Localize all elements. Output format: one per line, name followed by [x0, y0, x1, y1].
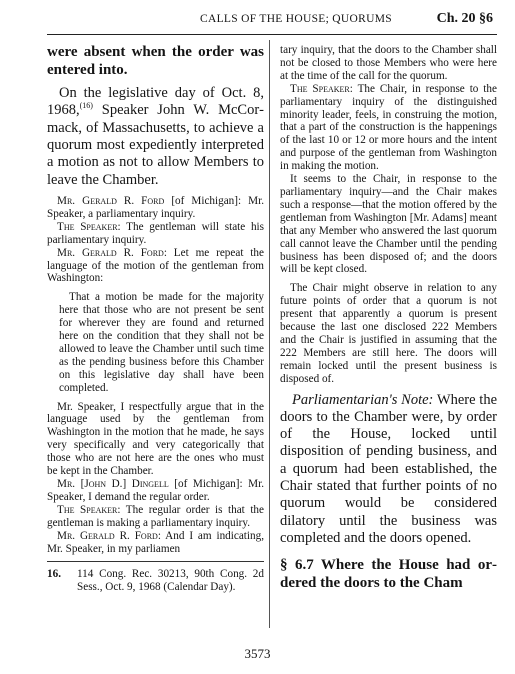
header-rule — [47, 34, 497, 35]
transcript-paragraph — [47, 247, 264, 286]
transcript-paragraph — [47, 504, 264, 530]
transcript-paragraph: The Chair might observe in relation to any future points of order that a quorum is not present that apparently a quorum is present because the last one disclosed 222 Members and the Chair is justified in assuming that the 222 Members are still here. The doors will remain locked until the present business is disposed of. — [280, 282, 497, 385]
section-heading-continued: were absent when the order was entered into. — [47, 44, 264, 78]
footnote — [47, 568, 264, 594]
transcript-paragraph — [47, 221, 264, 247]
speech-text: And I am indicating, Mr. Speaker, in my parliamen — [47, 529, 264, 555]
note-label: Parliamentarian's Note: — [292, 391, 434, 408]
page-header — [0, 0, 515, 34]
transcript-paragraph: tary inquiry, that the doors to the Chamber shall not be closed to those Members who were here at the time of the call for the quorum. — [280, 44, 497, 82]
speech-text: The gentleman will state his parliamentary inquiry. — [47, 220, 265, 246]
speaker-name: The Speaker: — [57, 503, 121, 516]
speaker-name: Mr. Gerald R. Ford: — [57, 246, 167, 259]
speaker-name: Mr. Gerald R. Ford: — [57, 529, 161, 542]
note-text: Where the doors to the Chamber were, by order of the House, locked until disposition of pending business, and a quorum had been established, the Chair stated that further points of no quorum would be considered dilatory until the business was completed and the doors opened. — [280, 391, 497, 546]
speech-text: The Chair, in response to the parliamentary inquiry of the distinguished minority leader, feels, in construing the motion, that a part of the construction is the happenings of the last 10 or 12 or more hours and the intent and purpose of the gentleman from Washington in making the motion. — [280, 82, 497, 173]
right-column — [280, 44, 497, 592]
footnote-number: 16. — [47, 568, 61, 581]
chapter-section-ref: Ch. 20 §6 — [436, 11, 493, 26]
transcript-paragraph: Mr. Speaker, I respectfully argue that in the language used by the gentleman from Washington in the motion that he made, he says very specifically and very categorically that those who are not here are the ones who must be kept in the Chamber. — [47, 400, 264, 478]
speech-text: The regular order is that the gentleman is making a parliamentary inquiry. — [47, 503, 264, 529]
left-column — [47, 44, 264, 594]
running-title: CALLS OF THE HOUSE; QUORUMS — [200, 13, 392, 25]
parliamentarians-note — [280, 392, 497, 548]
transcript-paragraph: It seems to the Chair, in response to the parliamentary inquiry—and the Chair makes such a response—that the motion offered by the gentleman from Washington [Mr. Adams] meant that any Member who answered the last quorum call cannot leave the Chamber until the pending business has been disposed of; and the doors will be kept closed. — [280, 173, 498, 276]
speaker-name: Mr. [John D.] Dingell — [57, 478, 169, 490]
speech-text: Let me repeat the language of the motion of the gentleman from Washington: — [47, 246, 264, 285]
section-heading: § 6.7 Where the House had ordered the doors to the Cham — [280, 557, 497, 591]
transcript-paragraph — [47, 195, 264, 221]
speech-text: [of Michigan]: Mr. Speaker, a parliamentary inquiry. — [47, 194, 264, 220]
speaker-name: Mr. Gerald R. Ford — [57, 194, 165, 207]
footnote-text: 114 Cong. Rec. 30213, 90th Cong. 2d Sess., Oct. 9, 1968 (Calendar Day). — [77, 568, 264, 594]
speaker-name: The Speaker: — [57, 220, 121, 233]
speaker-name: The Speaker: — [290, 82, 353, 95]
footnote-rule — [47, 561, 264, 562]
footnote-ref: (16) — [79, 101, 93, 111]
intro-paragraph — [47, 85, 264, 189]
transcript-paragraph — [47, 530, 264, 556]
transcript-paragraph — [47, 478, 264, 504]
column-divider — [269, 40, 270, 628]
speech-text: [of Michigan]: Mr. Speaker, I demand the regular order. — [47, 478, 264, 503]
intro-text-start: On the legislative day of Oct. 8, 1968, — [47, 85, 264, 119]
quoted-motion: That a motion be made for the majority here that those who are not present be sent for wherever they are found and returned here on the condition that they shall not be allowed to leave the Chamber until such time as the pending business before this Chamber on this legislative day shall have been completed. — [59, 291, 264, 394]
transcript-paragraph — [280, 83, 497, 173]
page-number: 3573 — [244, 646, 271, 661]
intro-text-end: Speaker John W. McCormack, of Massachusetts, to achieve a quorum most expediently interpreted a motion as not to allow Members to leave the Chamber. — [47, 102, 264, 188]
